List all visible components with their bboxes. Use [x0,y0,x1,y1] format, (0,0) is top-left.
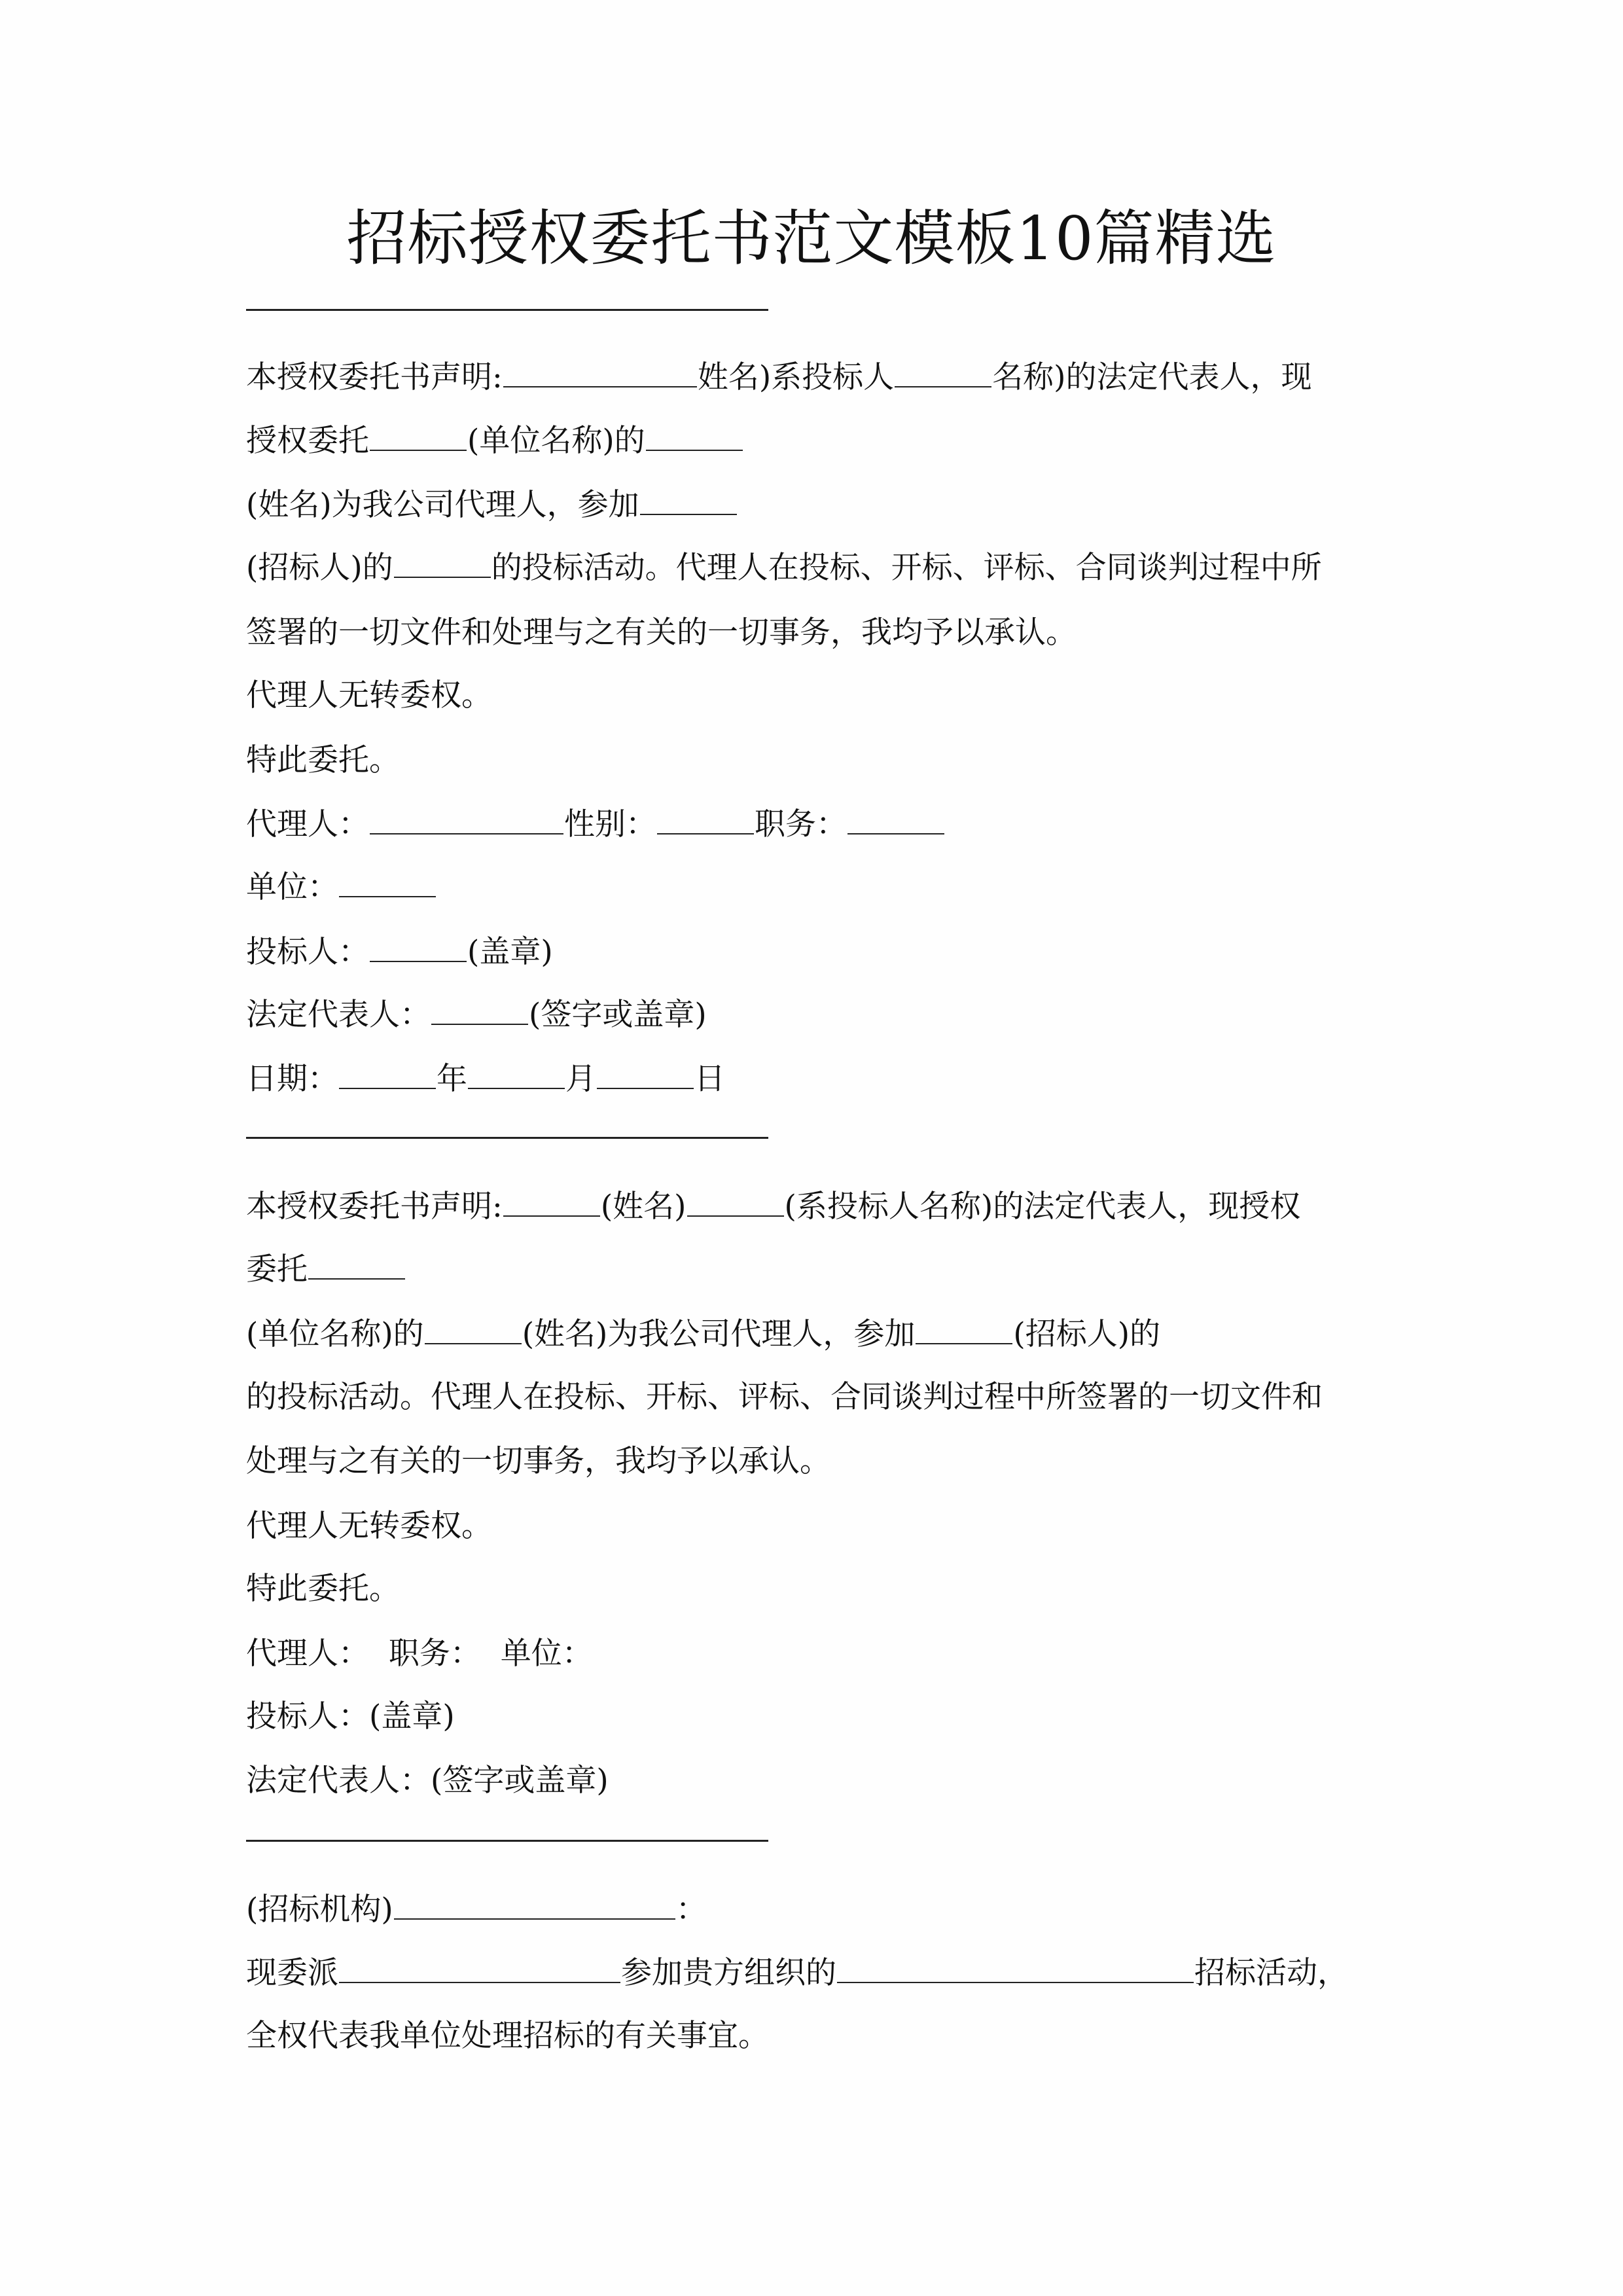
paragraph-line [246,1184,1385,1230]
text: (姓名)为我公司代理人，参加 [522,1316,916,1352]
date-label: 日期： [246,1061,338,1097]
gender-label: 性别： [564,806,656,842]
sign-note: (签字或盖章) [529,997,707,1033]
section-divider [246,1840,768,1842]
paragraph-line [246,482,1385,528]
tender-project-field[interactable] [837,1952,1194,1983]
agent-info-line: 代理人： 职务： 单位： [246,1636,593,1672]
text: 委托 [246,1251,308,1287]
agent-field[interactable] [370,803,563,834]
unit-label: 单位： [246,869,338,905]
tender-agency-field[interactable] [394,1888,675,1920]
agent-info-line [246,802,1385,848]
text: ： [675,1892,707,1928]
paragraph-line [246,355,1385,401]
seal-note: (盖章) [467,934,553,970]
blank-field-tenderer[interactable] [916,1313,1012,1344]
agent-label: 代理人： [246,806,369,842]
date-line [246,1056,1385,1102]
text: (系投标人名称)的法定代表人，现授权 [784,1189,1301,1225]
blank-field-unit[interactable] [308,1248,405,1280]
document-title: 招标授权委托书范文模板10篇精选 [346,204,1277,274]
bidder-field[interactable] [370,931,467,962]
paragraph-line [246,418,1385,464]
text: 本授权委托书声明: [246,1189,503,1225]
text: (招标机构) [246,1892,393,1928]
day-label: 日 [694,1061,725,1097]
year-label: 年 [437,1061,467,1097]
legal-rep-line: 法定代表人：(签字或盖章) [246,1763,609,1799]
paragraph-line [246,545,1385,591]
text: 授权委托 [246,423,369,459]
year-field[interactable] [339,1058,436,1089]
text: (招标人)的 [246,550,393,586]
paragraph-line: 代理人无转委权。 [246,1508,492,1544]
blank-field-project[interactable] [394,547,491,578]
gender-field[interactable] [657,803,754,834]
text: 的投标活动。代理人在投标、开标、评标、合同谈判过程中所 [491,550,1322,586]
blank-field-tenderer[interactable] [640,484,737,515]
paragraph-line: 处理与之有关的一切事务，我均予以承认。 [246,1443,830,1479]
text: (姓名) [600,1189,687,1225]
addressee-line [246,1887,1385,1933]
paragraph-line: 特此委托。 [246,1571,400,1607]
bidder-line [246,929,1385,975]
paragraph-line [246,1247,1385,1293]
text: (招标人)的 [1013,1316,1161,1352]
unit-field[interactable] [339,866,436,897]
blank-field-agent[interactable] [646,420,743,451]
paragraph-line: 特此委托。 [246,742,400,778]
blank-field-bidder[interactable] [687,1185,784,1217]
blank-field-unit[interactable] [370,420,467,451]
paragraph-line: 代理人无转委权。 [246,677,492,713]
paragraph-line: 签署的一切文件和处理与之有关的一切事务，我均予以承认。 [246,615,1077,651]
legal-rep-field[interactable] [431,994,528,1025]
month-label: 月 [565,1061,596,1097]
text: (姓名)为我公司代理人，参加 [246,487,639,523]
blank-field-name[interactable] [503,356,697,387]
text: (单位名称)的 [246,1316,424,1352]
section-divider [246,309,768,311]
text: 参加贵方组织的 [621,1955,836,1991]
blank-field-agent[interactable] [425,1313,522,1344]
paragraph-line: 全权代表我单位处理招标的有关事宜。 [246,2018,769,2054]
position-label: 职务： [755,806,847,842]
blank-field-name[interactable] [503,1185,600,1217]
paragraph-line: 的投标活动。代理人在投标、开标、评标、合同谈判过程中所签署的一切文件和 [246,1379,1323,1415]
text: (单位名称)的 [467,423,645,459]
delegate-field[interactable] [339,1952,620,1983]
unit-line [246,865,1385,910]
paragraph-line [246,1312,1385,1357]
day-field[interactable] [597,1058,694,1089]
legal-rep-label: 法定代表人： [246,997,431,1033]
text: 招标活动， [1194,1955,1348,1991]
blank-field-bidder[interactable] [895,356,991,387]
month-field[interactable] [468,1058,565,1089]
text: 名称)的法定代表人，现 [992,359,1312,395]
bidder-line: 投标人：(盖章) [246,1698,455,1734]
section-divider [246,1137,768,1139]
text: 现委派 [246,1955,338,1991]
bidder-label: 投标人： [246,934,369,970]
text: 本授权委托书声明: [246,359,503,395]
text: 姓名)系投标人 [697,359,895,395]
legal-rep-line [246,992,1385,1038]
position-field[interactable] [847,803,944,834]
paragraph-line [246,1950,1385,1996]
